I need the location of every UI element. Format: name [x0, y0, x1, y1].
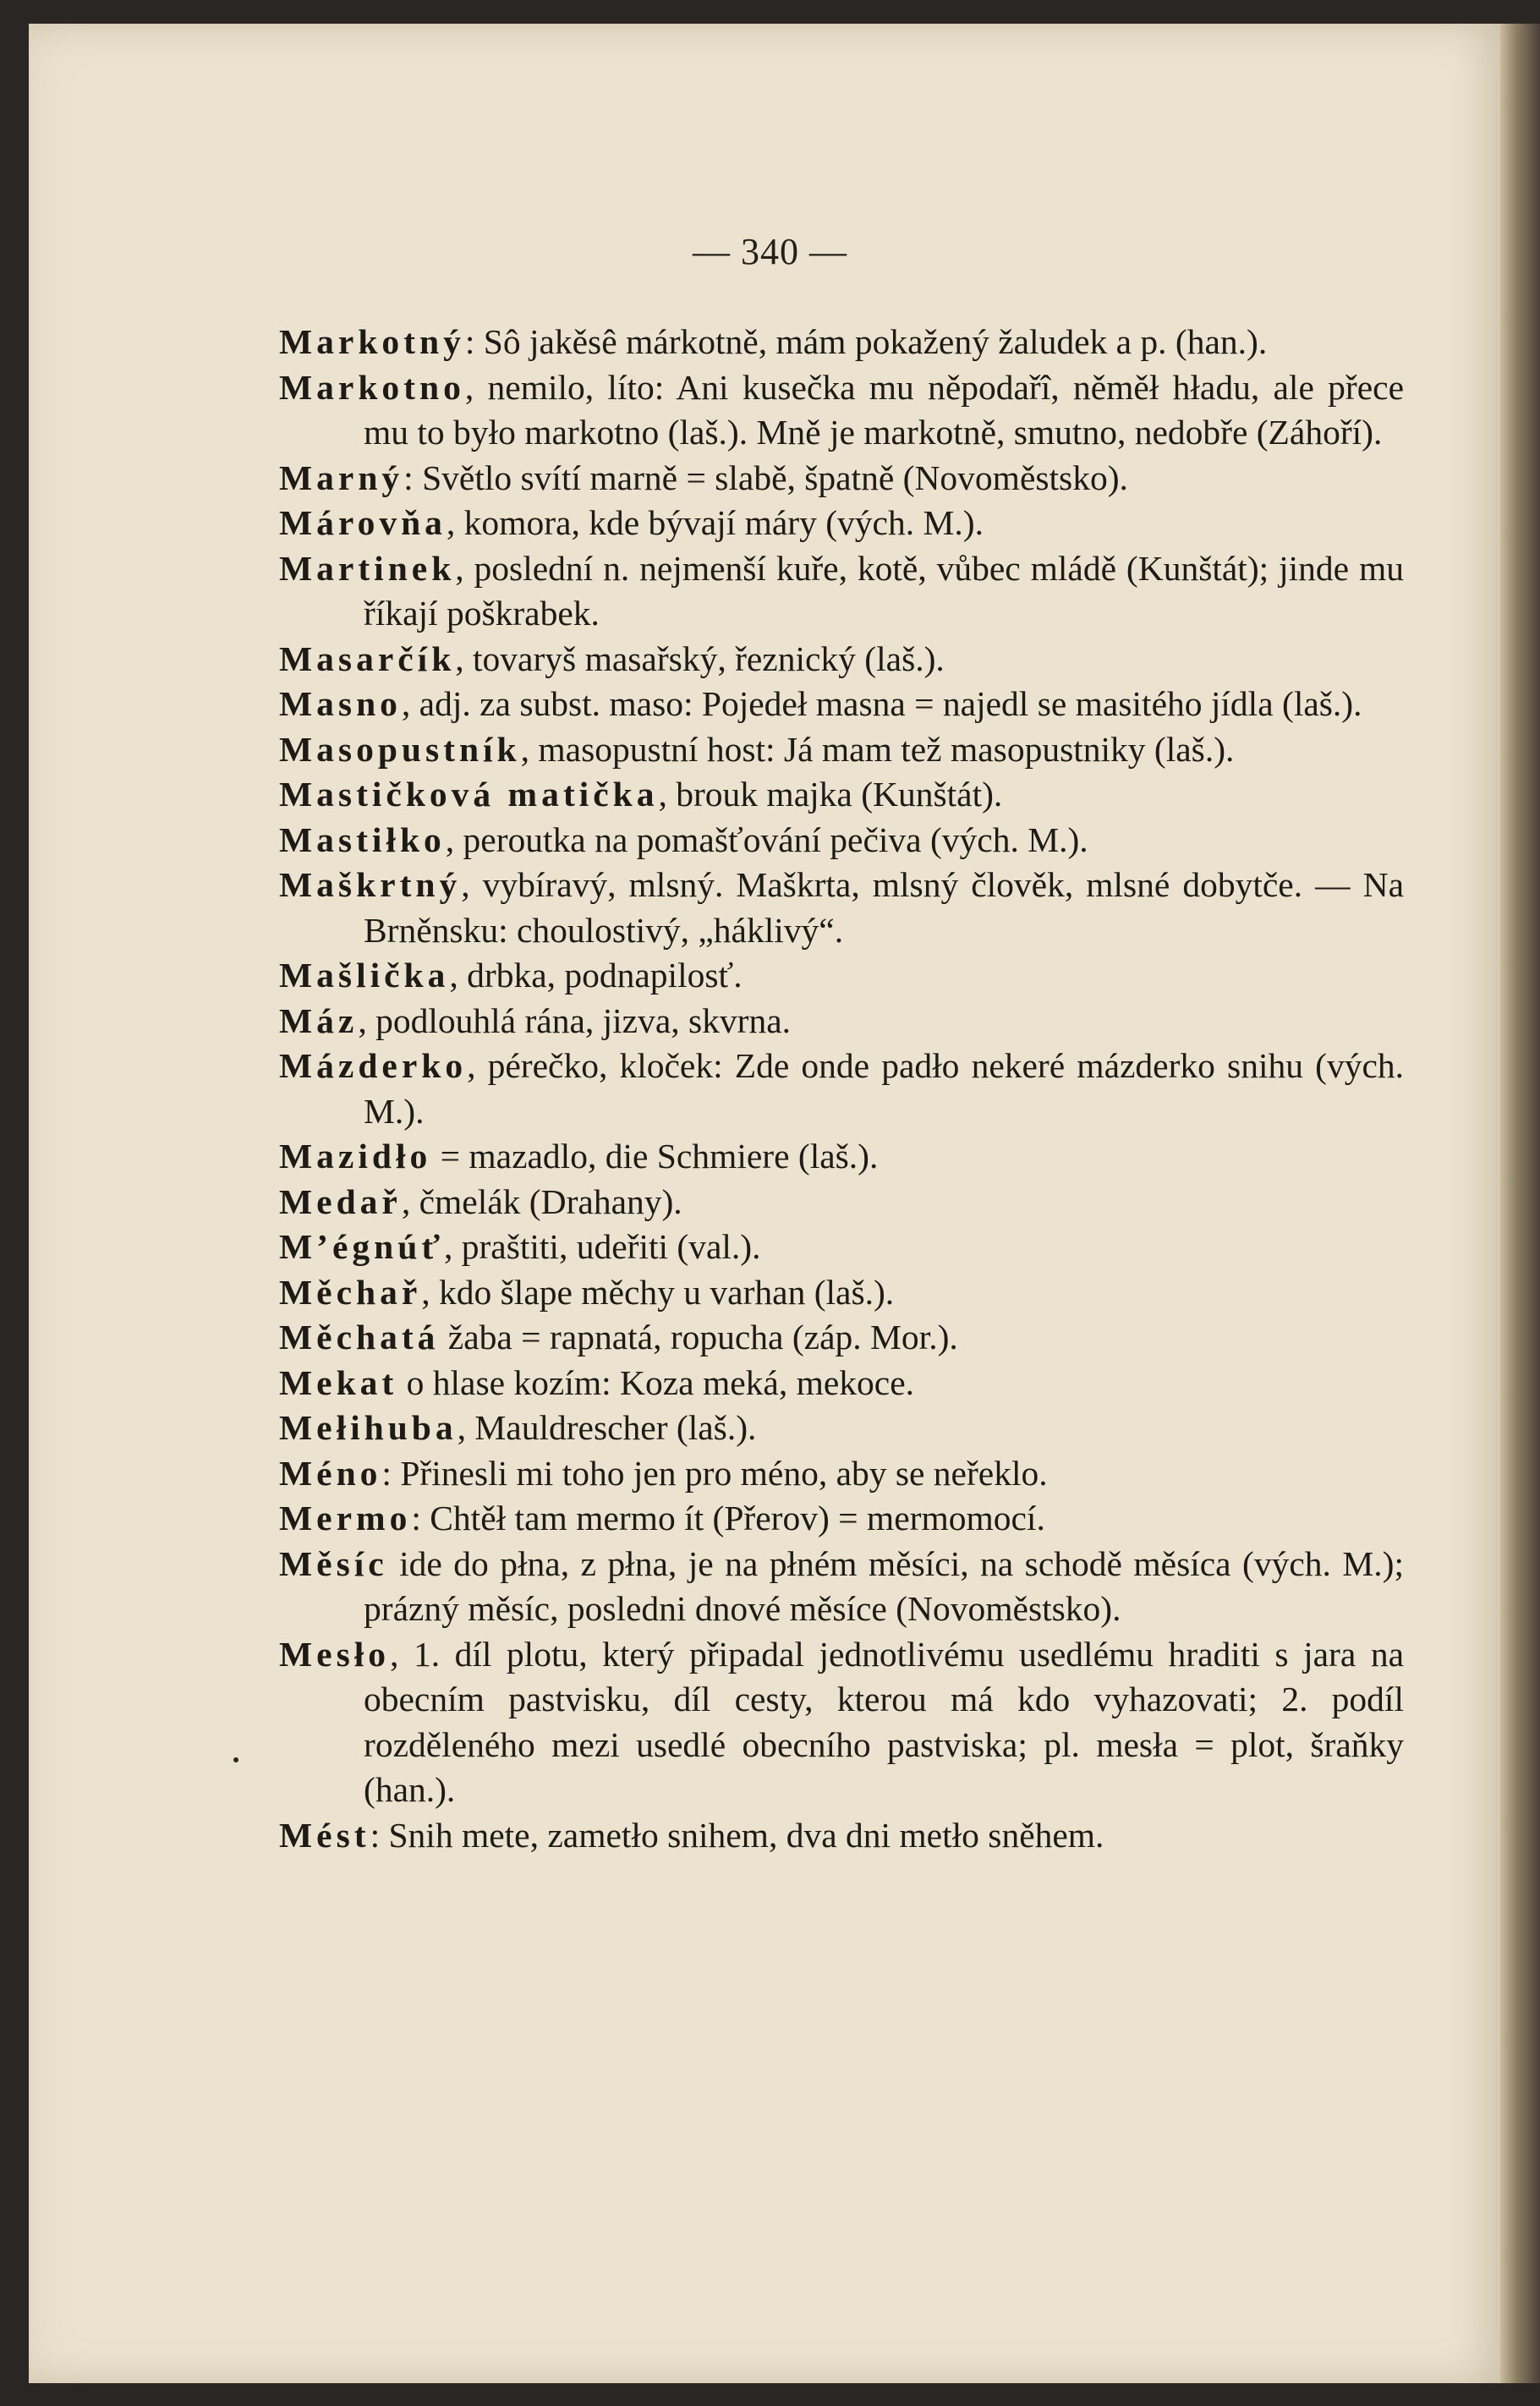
headword: Mašlička	[279, 956, 450, 995]
definition: , adj. za subst. maso: Pojedeł masna = najedl se masitého jídla (laš.).	[401, 684, 1362, 723]
headword: Markotno	[279, 367, 465, 407]
definition: , peroutka na pomašťování pečiva (vých. M.).	[445, 819, 1088, 859]
definition: : Přinesli mi toho jen pro méno, aby se neřeklo.	[381, 1453, 1048, 1493]
entry-mastilko	[279, 818, 1404, 863]
entry-mechar	[279, 1270, 1404, 1316]
margin-dot	[233, 1757, 238, 1762]
headword: Měchatá	[279, 1318, 440, 1356]
headword: Markotný	[279, 322, 465, 361]
headword: Mést	[279, 1815, 370, 1855]
entry-melihuba	[279, 1406, 1404, 1451]
entry-meslo	[279, 1632, 1404, 1813]
definition: , komora, kde bývají máry (vých. M.).	[446, 503, 984, 542]
entry-maslicka	[279, 953, 1404, 999]
definition: , pérečko, kloček: Zde onde padło nekeré mázderko snihu (vých. M.).	[364, 1046, 1404, 1131]
entry-martinek	[279, 546, 1404, 637]
entry-mechata	[279, 1315, 1404, 1361]
headword: Mastiłko	[279, 819, 446, 859]
definition: , čmelák (Drahany).	[401, 1181, 682, 1221]
definition: = mazadlo, die Schmiere (laš.).	[431, 1137, 879, 1176]
headword: Marný	[279, 458, 404, 497]
definition: , vybíravý, mlsný. Maškrta, mlsný člověk, mlsné dobytče. — Na Brněnsku: choulostivý, „háklivý“.	[364, 865, 1404, 950]
definition: , drbka, podnapilosť.	[449, 956, 743, 995]
entry-medar	[279, 1180, 1404, 1225]
definition: , poslední n. nejmenší kuře, kotě, vůbec mládě (Kunštát); jinde mu říkají poškrabek.	[364, 548, 1404, 633]
headword: Mazidło	[279, 1137, 432, 1176]
definition: , brouk majka (Kunštát).	[658, 775, 1003, 814]
dictionary-text	[279, 320, 1404, 1858]
headword: Mázderko	[279, 1046, 468, 1085]
page-number: — 340 —	[693, 231, 847, 272]
entry-maskrtny	[279, 863, 1404, 953]
entry-mermo	[279, 1496, 1404, 1542]
headword: Mermo	[279, 1499, 412, 1537]
entry-megnut	[279, 1225, 1404, 1270]
definition: , Mauldrescher (laš.).	[457, 1408, 757, 1447]
headword: Máz	[279, 1000, 359, 1040]
entry-mesic	[279, 1542, 1404, 1632]
headword: Martinek	[279, 548, 456, 588]
entry-mest	[279, 1813, 1404, 1859]
entry-masopustnik	[279, 727, 1404, 773]
entry-markotno	[279, 365, 1404, 456]
headword: Mesło	[279, 1634, 391, 1674]
entry-mazderko	[279, 1044, 1404, 1134]
definition: : Sô jakěsê márkotně, mám pokažený žaludek a p. (han.).	[464, 322, 1268, 361]
entry-marovna	[279, 501, 1404, 546]
headword: Masno	[279, 684, 402, 723]
headword: Mekat	[279, 1362, 398, 1402]
definition: , 1. díl plotu, který připadal jednotlivému usedlému hraditi s jara na obecním pastvisku, díl cesty, kterou má kdo vyhazovati; 2. podíl rozděleného mezi usedlé obecního pastviska; pl. mesła = plot, šraňky (han.).	[364, 1634, 1404, 1809]
definition: , praštiti, udeřiti (val.).	[443, 1227, 761, 1266]
entry-meno	[279, 1451, 1404, 1497]
headword: Mełihuba	[279, 1408, 458, 1447]
headword: Medař	[279, 1181, 402, 1221]
entry-mastickova-maticka	[279, 772, 1404, 818]
entry-marny	[279, 456, 1404, 501]
definition: žaba = rapnatá, ropucha (záp. Mor.).	[439, 1318, 958, 1356]
headword: Mastičková matička	[279, 775, 659, 814]
definition: ide do płna, z płna, je na płném měsíci, na schodě měsíca (vých. M.); prázný měsíc, posledni dnové měsíce (Novoměstsko).	[364, 1543, 1404, 1628]
headword: Masopustník	[279, 729, 521, 769]
headword: Masarčík	[279, 638, 456, 678]
definition: : Snih mete, zametło snihem, dva dni metło sněhem.	[370, 1815, 1104, 1855]
definition: : Světlo svítí marně = slabě, špatně (Novoměstsko).	[403, 458, 1128, 497]
definition: , kdo šlape měchy u varhan (laš.).	[421, 1272, 895, 1312]
entry-maz	[279, 999, 1404, 1044]
headword: M’égnúť	[279, 1227, 444, 1266]
entry-mekat	[279, 1361, 1404, 1406]
entry-markotny	[279, 320, 1404, 365]
definition: , masopustní host: Já mam tež masopustniky (laš.).	[520, 729, 1235, 769]
headword: Maškrtný	[279, 865, 462, 904]
definition: , podlouhlá rána, jizva, skvrna.	[358, 1000, 792, 1040]
headword: Měsíc	[279, 1543, 388, 1583]
entry-masarcik	[279, 637, 1404, 682]
headword: Márovňa	[279, 503, 447, 542]
entry-masno	[279, 682, 1404, 727]
headword: Méno	[279, 1453, 382, 1493]
headword: Měchař	[279, 1272, 422, 1312]
definition: o hlase kozím: Koza meká, mekoce.	[397, 1362, 914, 1402]
entry-mazidlo	[279, 1134, 1404, 1180]
definition: : Chtěł tam mermo ít (Přerov) = mermomocí.	[411, 1499, 1045, 1537]
definition: , nemilo, líto: Ani kusečka mu něpodařî, něměł hładu, ale přece mu to było markotno (laš.). Mně je markotně, smutno, nedobře (Záhoří).	[364, 367, 1404, 452]
book-spine	[1500, 24, 1540, 2383]
definition: , tovaryš masařský, řeznický (laš.).	[455, 638, 945, 678]
